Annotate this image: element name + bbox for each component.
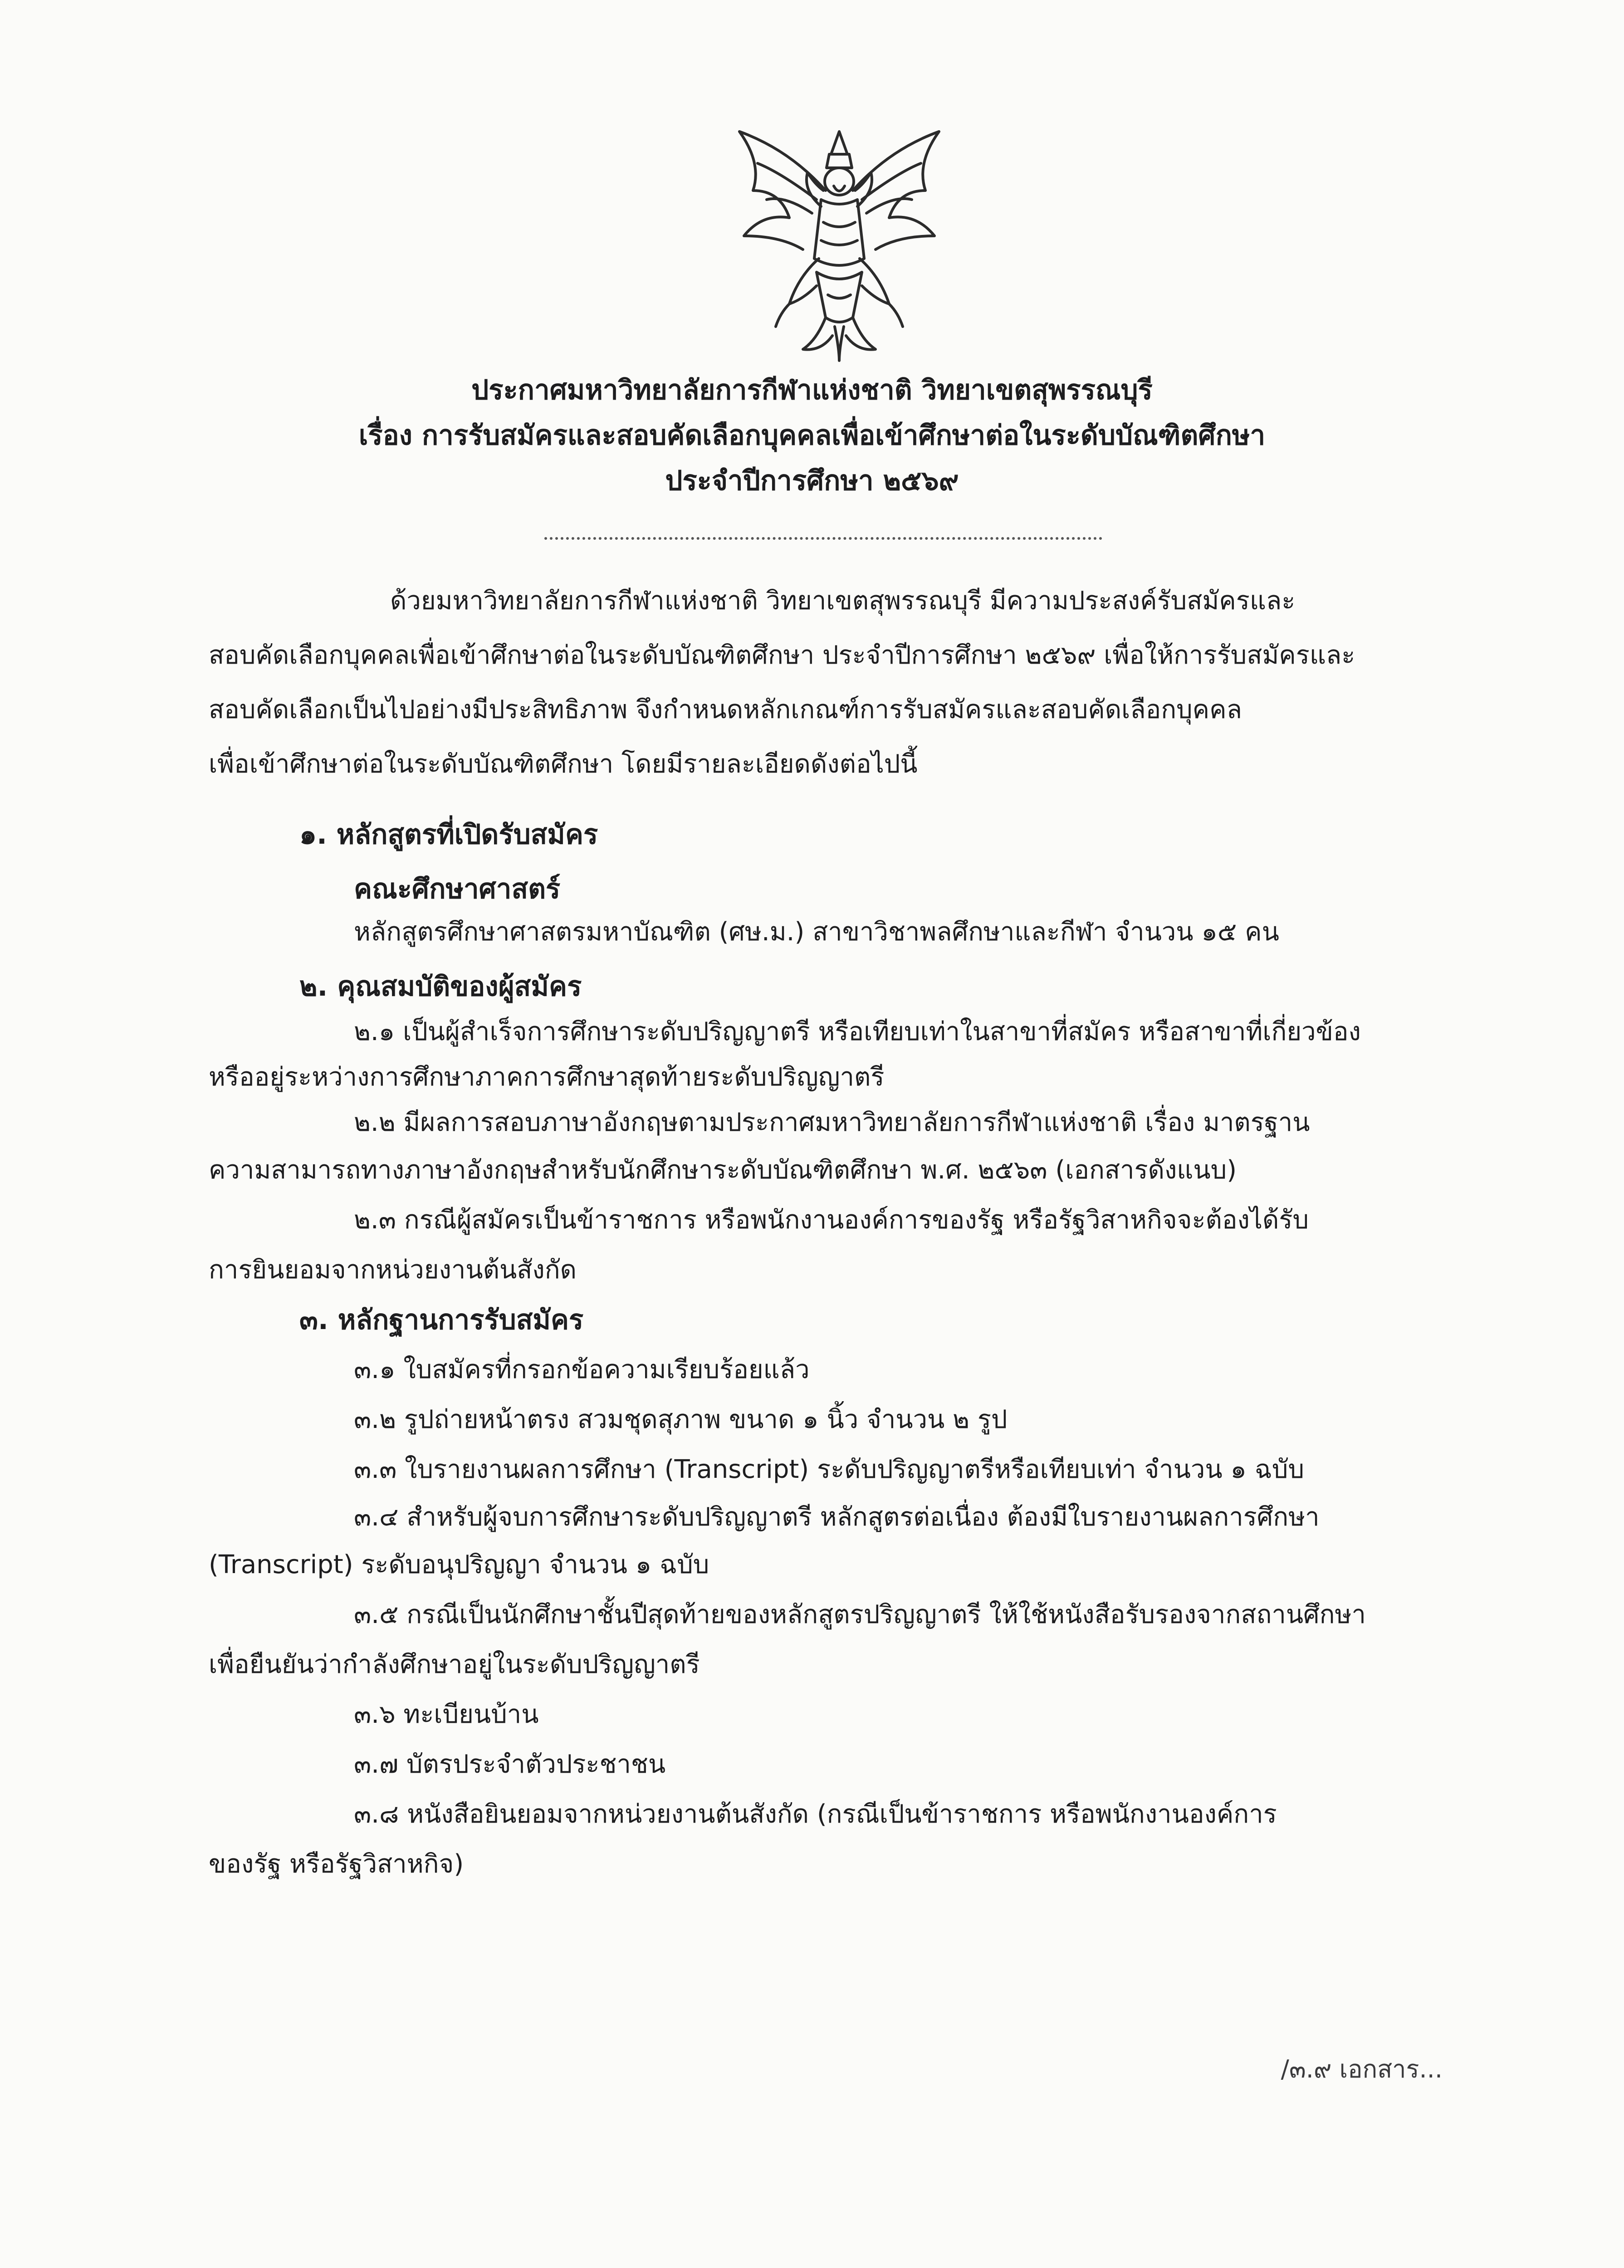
section-2-heading: ๒. คุณสมบัติของผู้สมัคร <box>299 971 582 1002</box>
section-3-heading: ๓. หลักฐานการรับสมัคร <box>299 1304 584 1336</box>
academic-year: ประจำปีการศึกษา ๒๕๖๙ <box>665 465 959 497</box>
document-3-8-b: ของรัฐ หรือรัฐวิสาหกิจ) <box>209 1849 464 1879</box>
announcement-title: ประกาศมหาวิทยาลัยการกีฬาแห่งชาติ วิทยาเขตสุพรรณบุรี <box>471 374 1153 406</box>
document-3-6: ๓.๖ ทะเบียนบ้าน <box>354 1700 539 1729</box>
document-3-2: ๓.๒ รูปถ่ายหน้าตรง สวมชุดสุภาพ ขนาด ๑ นิ้ว จำนวน ๒ รูป <box>354 1405 1008 1434</box>
document-3-5-b: เพื่อยืนยันว่ากำลังศึกษาอยู่ในระดับปริญญาตรี <box>209 1650 700 1679</box>
page-continuation: /๓.๙ เอกสาร... <box>1281 2055 1443 2083</box>
intro-line-3: สอบคัดเลือกเป็นไปอย่างมีประสิทธิภาพ จึงกำหนดหลักเกณฑ์การรับสมัครและสอบคัดเลือกบุคคล <box>209 695 1242 724</box>
document-3-4-b: (Transcript) ระดับอนุปริญญา จำนวน ๑ ฉบับ <box>209 1550 709 1579</box>
document-3-5-a: ๓.๕ กรณีเป็นนักศึกษาชั้นปีสุดท้ายของหลักสูตรปริญญาตรี ให้ใช้หนังสือรับรองจากสถานศึกษา <box>354 1600 1366 1629</box>
qualification-2-1-b: หรืออยู่ระหว่างการศึกษาภาคการศึกษาสุดท้ายระดับปริญญาตรี <box>209 1062 885 1092</box>
document-3-1: ๓.๑ ใบสมัครที่กรอกข้อความเรียบร้อยแล้ว <box>354 1355 810 1384</box>
document-3-7: ๓.๗ บัตรประจำตัวประชาชน <box>354 1750 666 1779</box>
qualification-2-1-a: ๒.๑ เป็นผู้สำเร็จการศึกษาระดับปริญญาตรี หรือเทียบเท่าในสาขาที่สมัคร หรือสาขาที่เกี่ยวข้อง <box>354 1017 1361 1046</box>
section-1-heading: ๑. หลักสูตรที่เปิดรับสมัคร <box>299 819 598 850</box>
document-3-4-a: ๓.๔ สำหรับผู้จบการศึกษาระดับปริญญาตรี หลักสูตรต่อเนื่อง ต้องมีใบรายงานผลการศึกษา <box>354 1502 1320 1532</box>
intro-line-4: เพื่อเข้าศึกษาต่อในระดับบัณฑิตศึกษา โดยมีรายละเอียดดังต่อไปนี้ <box>209 749 918 779</box>
intro-line-1: ด้วยมหาวิทยาลัยการกีฬาแห่งชาติ วิทยาเขตสุพรรณบุรี มีความประสงค์รับสมัครและ <box>390 586 1296 616</box>
garuda-emblem-icon <box>712 122 966 367</box>
header-divider <box>544 537 1102 540</box>
qualification-2-3-b: การยินยอมจากหน่วยงานต้นสังกัด <box>209 1255 577 1285</box>
announcement-subject: เรื่อง การรับสมัครและสอบคัดเลือกบุคคลเพื่อเข้าศึกษาต่อในระดับบัณฑิตศึกษา <box>358 420 1266 451</box>
document-3-8-a: ๓.๘ หนังสือยินยอมจากหน่วยงานต้นสังกัด (กรณีเป็นข้าราชการ หรือพนักงานองค์การ <box>354 1799 1277 1829</box>
qualification-2-3-a: ๒.๓ กรณีผู้สมัครเป็นข้าราชการ หรือพนักงานองค์การของรัฐ หรือรัฐวิสาหกิจจะต้องได้รับ <box>354 1205 1309 1235</box>
intro-line-2: สอบคัดเลือกบุคคลเพื่อเข้าศึกษาต่อในระดับบัณฑิตศึกษา ประจำปีการศึกษา ๒๕๖๙ เพื่อให้การรับสมัครและ <box>209 640 1355 670</box>
program-line: หลักสูตรศึกษาศาสตรมหาบัณฑิต (ศษ.ม.) สาขาวิชาพลศึกษาและกีฬา จำนวน ๑๕ คน <box>354 917 1279 947</box>
qualification-2-2-a: ๒.๒ มีผลการสอบภาษาอังกฤษตามประกาศมหาวิทยาลัยการกีฬาแห่งชาติ เรื่อง มาตรฐาน <box>354 1108 1310 1137</box>
qualification-2-2-b: ความสามารถทางภาษาอังกฤษสำหรับนักศึกษาระดับบัณฑิตศึกษา พ.ศ. ๒๕๖๓ (เอกสารดังแนบ) <box>209 1155 1237 1185</box>
document-3-3: ๓.๓ ใบรายงานผลการศึกษา (Transcript) ระดับปริญญาตรีหรือเทียบเท่า จำนวน ๑ ฉบับ <box>354 1455 1304 1484</box>
faculty-name: คณะศึกษาศาสตร์ <box>354 873 561 905</box>
